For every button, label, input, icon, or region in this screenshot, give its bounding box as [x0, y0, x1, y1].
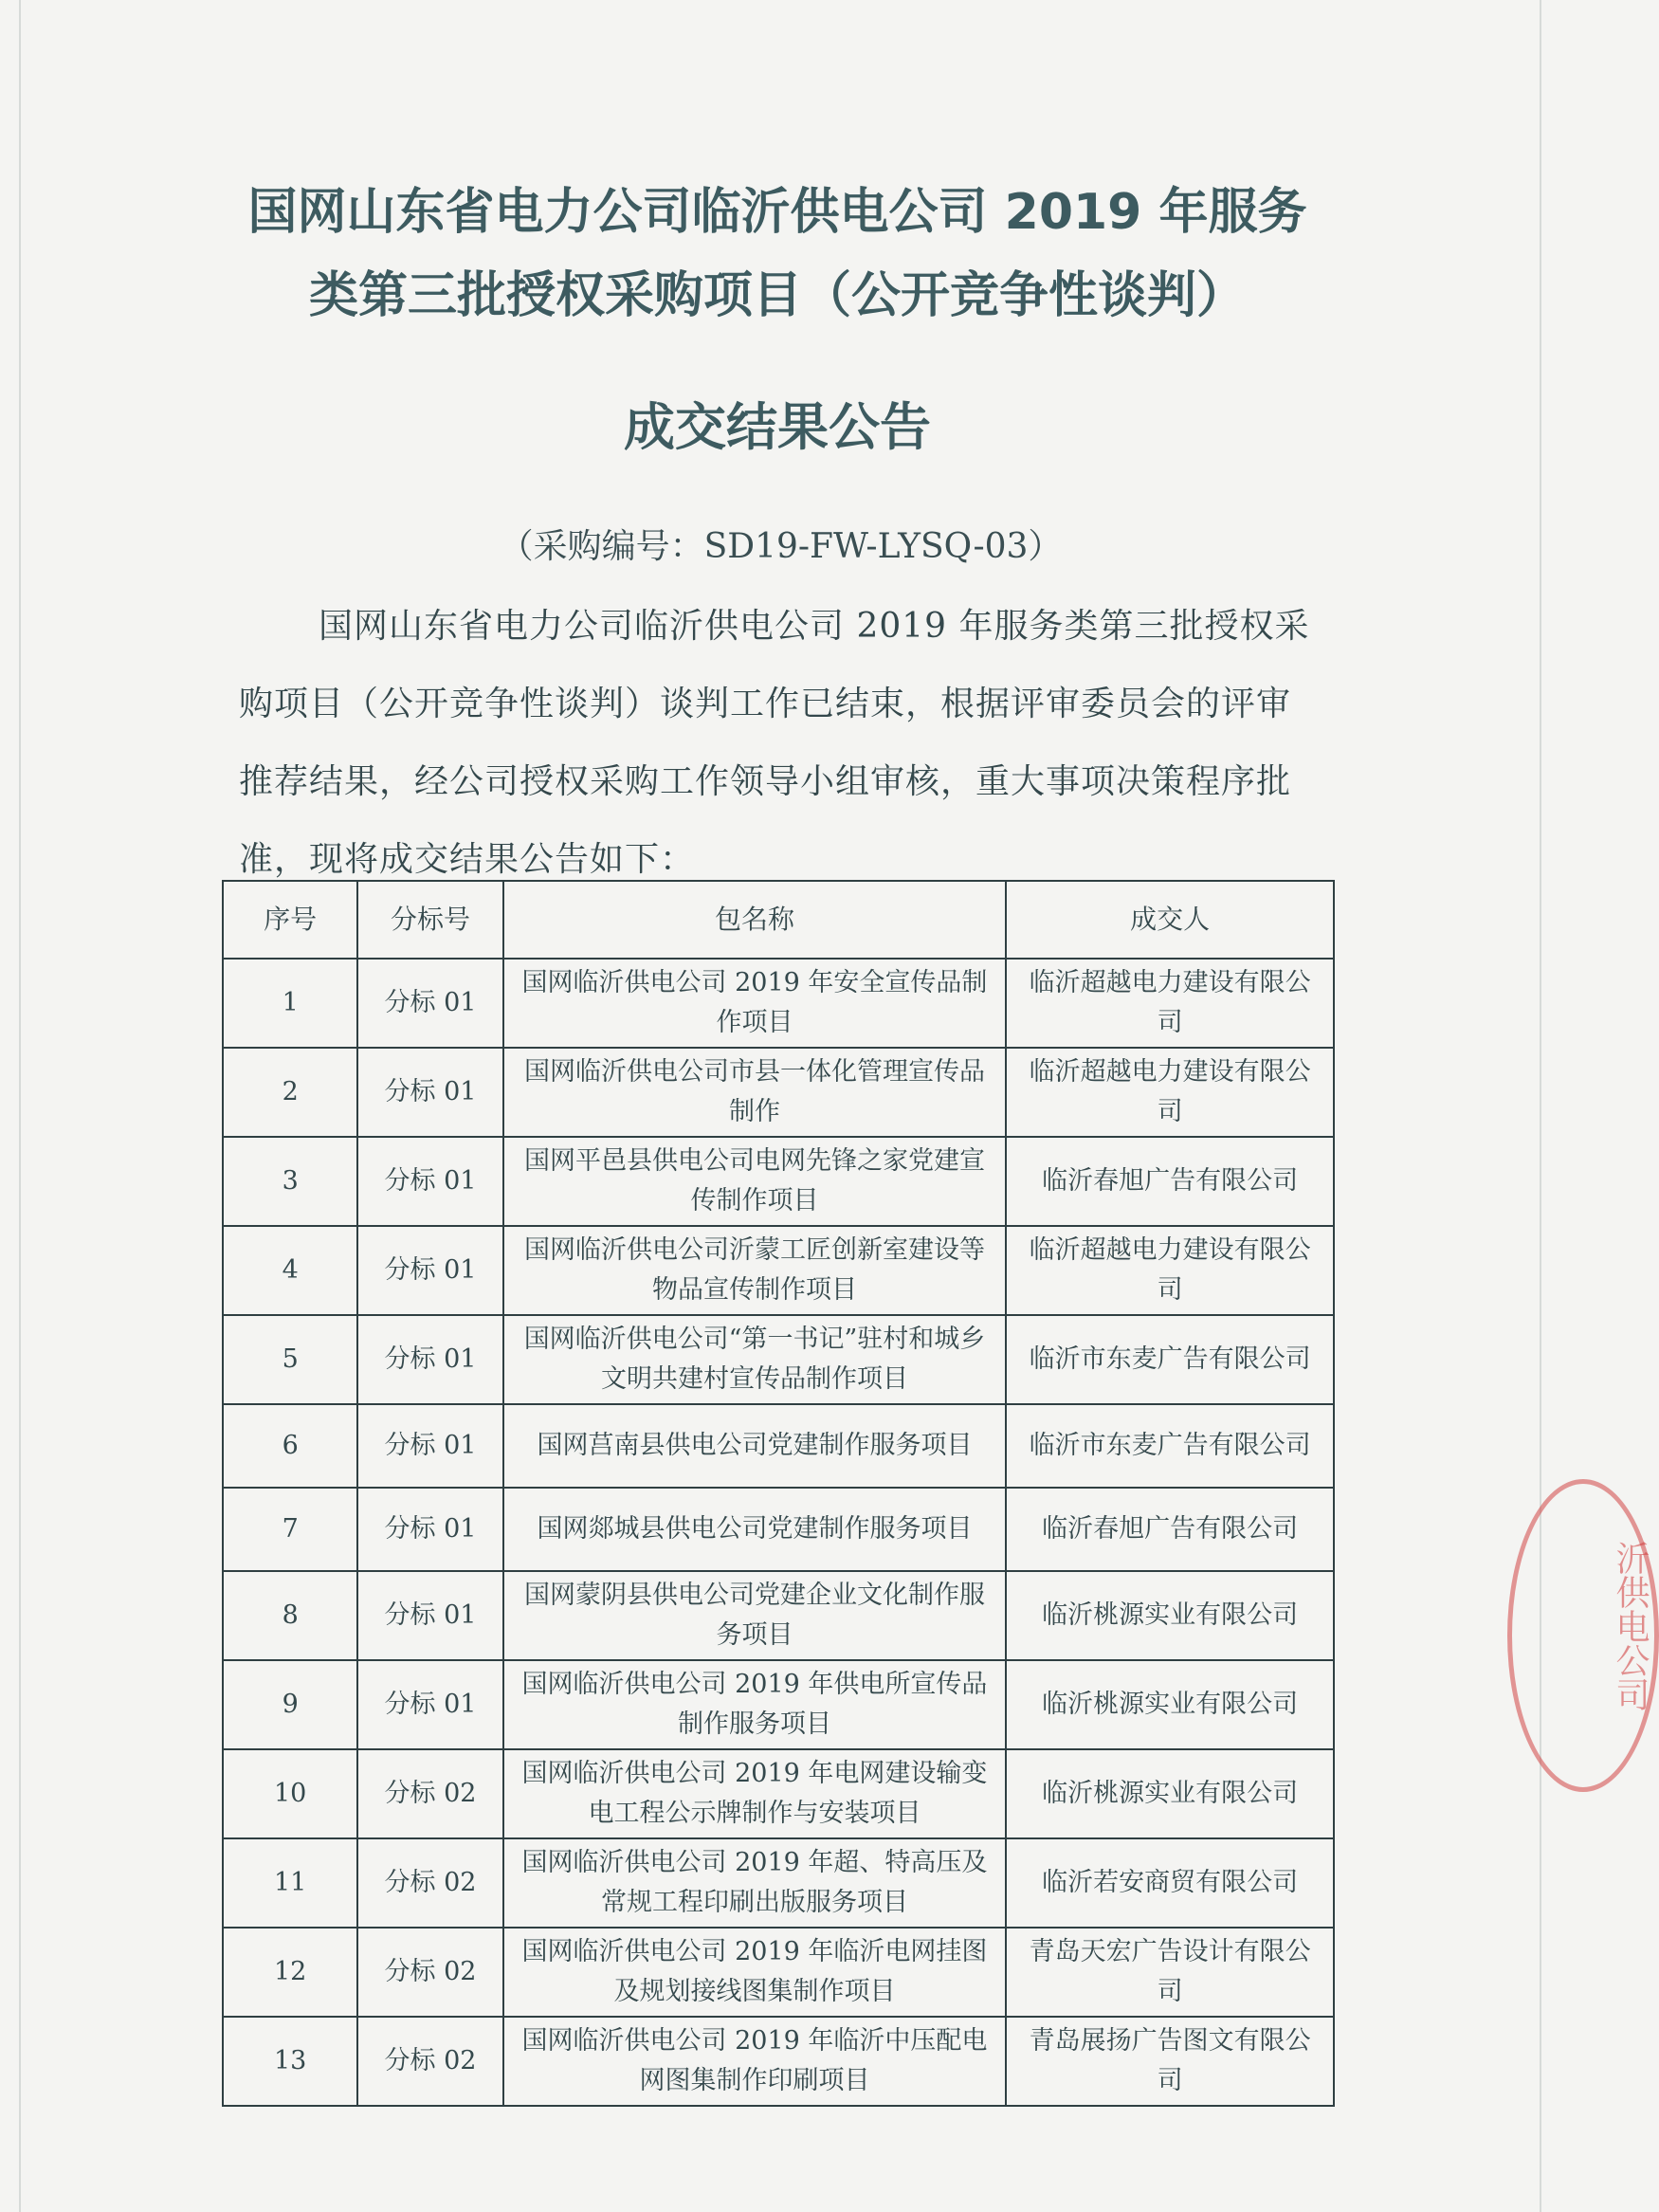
scan-edge-left — [19, 0, 21, 2212]
company-seal — [1507, 1479, 1659, 1792]
cell-winner: 青岛天宏广告设计有限公司 — [1006, 1928, 1334, 2017]
cell-seq: 2 — [223, 1048, 357, 1137]
cell-seq: 13 — [223, 2017, 357, 2106]
cell-winner: 临沂春旭广告有限公司 — [1006, 1488, 1334, 1571]
cell-seq: 4 — [223, 1226, 357, 1315]
header-lot: 分标号 — [357, 881, 502, 959]
header-package-name: 包名称 — [503, 881, 1007, 959]
cell-package-name: 国网郯城县供电公司党建制作服务项目 — [503, 1488, 1007, 1571]
table-row — [223, 1749, 1334, 1838]
cell-winner: 临沂桃源实业有限公司 — [1006, 1749, 1334, 1838]
cell-winner: 临沂春旭广告有限公司 — [1006, 1137, 1334, 1226]
table-row — [223, 1571, 1334, 1660]
cell-lot: 分标 02 — [357, 1749, 502, 1838]
header-seq: 序号 — [223, 881, 357, 959]
table-row — [223, 1838, 1334, 1928]
cell-winner: 临沂桃源实业有限公司 — [1006, 1660, 1334, 1749]
cell-winner: 临沂超越电力建设有限公司 — [1006, 1226, 1334, 1315]
cell-winner: 临沂超越电力建设有限公司 — [1006, 1048, 1334, 1137]
cell-winner: 临沂超越电力建设有限公司 — [1006, 959, 1334, 1048]
cell-winner: 临沂若安商贸有限公司 — [1006, 1838, 1334, 1928]
cell-lot: 分标 02 — [357, 1838, 502, 1928]
scan-edge-right — [1540, 0, 1541, 2212]
header-winner: 成交人 — [1006, 881, 1334, 959]
table-header-row — [223, 881, 1334, 959]
cell-package-name: 国网临沂供电公司“第一书记”驻村和城乡文明共建村宣传品制作项目 — [503, 1315, 1007, 1404]
table-row — [223, 1226, 1334, 1315]
cell-lot: 分标 01 — [357, 959, 502, 1048]
cell-package-name: 国网临沂供电公司 2019 年供电所宣传品制作服务项目 — [503, 1660, 1007, 1749]
seal-text: 沂供电公司 — [1611, 1541, 1650, 1711]
cell-lot: 分标 01 — [357, 1137, 502, 1226]
cell-package-name: 国网莒南县供电公司党建制作服务项目 — [503, 1404, 1007, 1488]
cell-seq: 8 — [223, 1571, 357, 1660]
table-row — [223, 959, 1334, 1048]
title-line-1: 国网山东省电力公司临沂供电公司 2019 年服务 — [247, 184, 1307, 241]
cell-seq: 1 — [223, 959, 357, 1048]
cell-seq: 12 — [223, 1928, 357, 2017]
cell-winner: 临沂市东麦广告有限公司 — [1006, 1404, 1334, 1488]
table-body — [223, 959, 1334, 2106]
cell-lot: 分标 01 — [357, 1404, 502, 1488]
cell-winner: 临沂市东麦广告有限公司 — [1006, 1315, 1334, 1404]
cell-lot: 分标 01 — [357, 1488, 502, 1571]
results-table — [222, 880, 1335, 2107]
cell-seq: 5 — [223, 1315, 357, 1404]
cell-package-name: 国网临沂供电公司 2019 年临沂中压配电网图集制作印刷项目 — [503, 2017, 1007, 2106]
cell-lot: 分标 01 — [357, 1571, 502, 1660]
table-row — [223, 1404, 1334, 1488]
cell-package-name: 国网蒙阴县供电公司党建企业文化制作服务项目 — [503, 1571, 1007, 1660]
cell-seq: 3 — [223, 1137, 357, 1226]
cell-lot: 分标 01 — [357, 1048, 502, 1137]
document-title — [218, 171, 1337, 460]
cell-package-name: 国网临沂供电公司 2019 年临沂电网挂图及规划接线图集制作项目 — [503, 1928, 1007, 2017]
cell-lot: 分标 02 — [357, 1928, 502, 2017]
cell-package-name: 国网临沂供电公司沂蒙工匠创新室建设等物品宣传制作项目 — [503, 1226, 1007, 1315]
cell-package-name: 国网临沂供电公司市县一体化管理宣传品制作 — [503, 1048, 1007, 1137]
intro-paragraph: 国网山东省电力公司临沂供电公司 2019 年服务类第三批授权采购项目（公开竞争性谈判）谈判工作已结束，根据评审委员会的评审推荐结果，经公司授权采购工作领导小组审核，重大事项决策程序批准，现将成交结果公告如下： — [239, 607, 1310, 879]
cell-package-name: 国网平邑县供电公司电网先锋之家党建宣传制作项目 — [503, 1137, 1007, 1226]
cell-winner: 青岛展扬广告图文有限公司 — [1006, 2017, 1334, 2106]
title-line-3: 成交结果公告 — [624, 397, 931, 457]
table-row — [223, 1315, 1334, 1404]
cell-lot: 分标 01 — [357, 1226, 502, 1315]
table-row — [223, 1928, 1334, 2017]
cell-package-name: 国网临沂供电公司 2019 年电网建设输变电工程公示牌制作与安装项目 — [503, 1749, 1007, 1838]
procurement-code: （采购编号：SD19-FW-LYSQ-03） — [499, 527, 1063, 566]
cell-lot: 分标 01 — [357, 1315, 502, 1404]
cell-seq: 10 — [223, 1749, 357, 1838]
cell-seq: 6 — [223, 1404, 357, 1488]
table-row — [223, 1660, 1334, 1749]
table-row — [223, 2017, 1334, 2106]
cell-seq: 7 — [223, 1488, 357, 1571]
table-row — [223, 1048, 1334, 1137]
cell-seq: 11 — [223, 1838, 357, 1928]
cell-lot: 分标 02 — [357, 2017, 502, 2106]
cell-lot: 分标 01 — [357, 1660, 502, 1749]
cell-winner: 临沂桃源实业有限公司 — [1006, 1571, 1334, 1660]
cell-package-name: 国网临沂供电公司 2019 年超、特高压及常规工程印刷出版服务项目 — [503, 1838, 1007, 1928]
cell-package-name: 国网临沂供电公司 2019 年安全宣传品制作项目 — [503, 959, 1007, 1048]
title-line-2: 类第三批授权采购项目（公开竞争性谈判） — [308, 267, 1246, 324]
cell-seq: 9 — [223, 1660, 357, 1749]
table-row — [223, 1488, 1334, 1571]
table-row — [223, 1137, 1334, 1226]
